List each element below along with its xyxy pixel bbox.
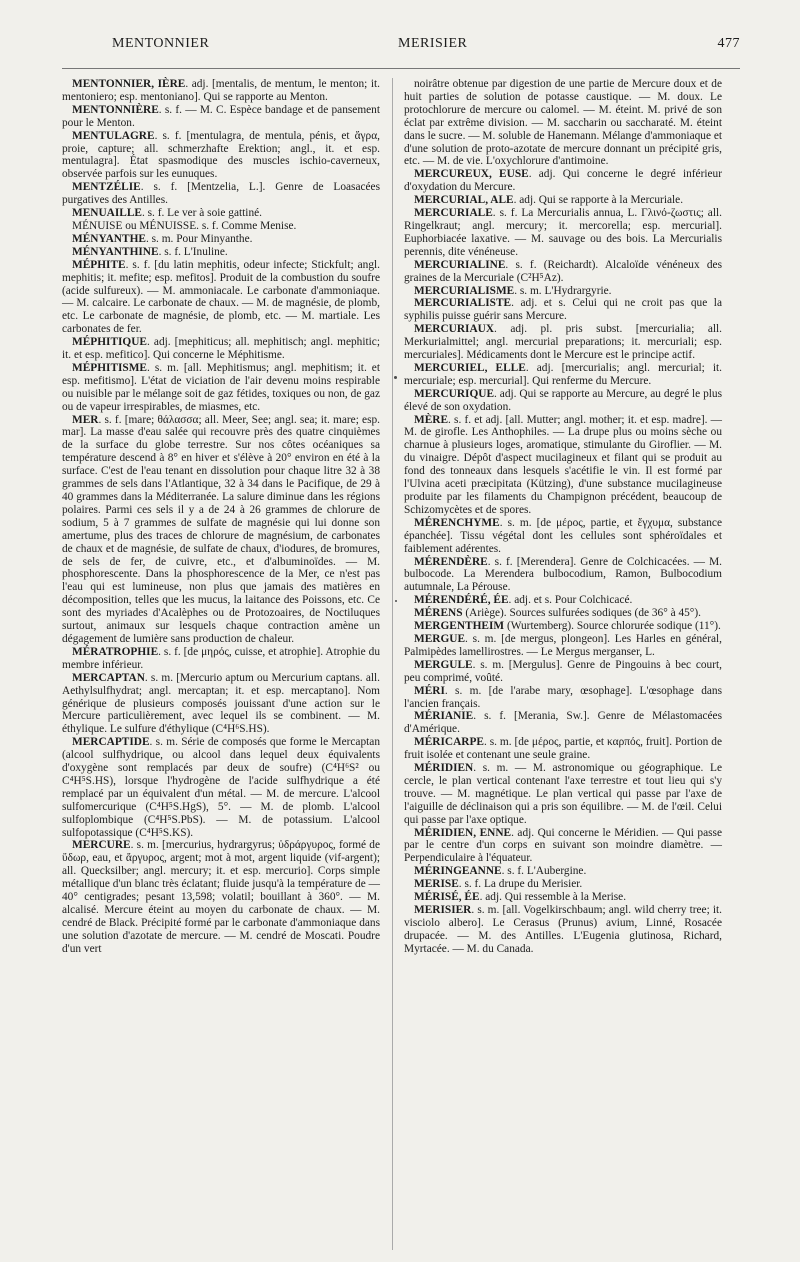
entry-headword: MER [72,413,99,426]
entry-headword: MÉPHITIQUE [72,336,148,349]
entry-headword: MERCAPTIDE [72,736,150,749]
dictionary-entry: MÉNYANTHE. s. m. Pour Minyanthe. [72,232,253,245]
dictionary-entry: MERGUE. s. m. [de mergus, plongeon]. Les Harles en général, Palmipèdes lamellirostres. — Le Mergus merganser, L. [404,632,722,658]
entry-headword: MÉRENDÈRE [414,555,488,568]
dictionary-entry: MÉRENDÈRE. s. f. [Merendera]. Genre de Colchicacées. — M. bulbocode. La Merendera bulbocodium, Ramon, Bulbocodium autumnale, La Pérouse. [404,555,722,594]
dictionary-entry: MERCURE. s. m. [mercurius, hydrargyrus; ὑδράργυρος, formé de ὕδωρ, eau, et ἄργυρος, argent; mot à mot, argent liquide (vif-argent); all. Quecksilber; angl. mercury; it. et esp. mercurio]. Corps simple métallique d'un blanc très éclatant; fluide jusqu'à la température de — 40° centigrades; pesant 13,598; volatil; bouillant à 360°. — M. alcalisé. Mercure éteint au moyen du carbonate de chaux. — M. cendré de Black. Précipité formé par le carbonate d'ammoniaque dans une solution d'azotate de mercure. — M. cendré de Moscati. Poudre d'un vert [62,839,380,955]
entry-headword: MERCURIAUX [414,323,495,336]
entry-headword: MÉRIDIEN, ENNE [414,826,512,839]
dictionary-entry: noirâtre obtenue par digestion de une partie de Mercure doux et de huit parties de solution de potasse caustique. — M. doux. Le protochlorure de mercure ou calomel. — M. éteint. M. privé de son éclat par extrême division. — M. saccharin ou saccharaté. M. éteint dans le sucre. — M. soluble de Hanemann. Mélange d'ammoniaque et d'une solution de proto-azotate de mercure donnant un précipité gris, etc. — M. de vie. L'oxychlorure d'antimoine. [404,78,723,168]
dictionary-entry: MERCURIQUE. adj. Qui se rapporte au Mercure, au degré le plus élevé de son oxydation. [404,387,722,413]
dictionary-entry: MÉPHITIQUE. adj. [mephiticus; all. mephitisch; angl. mephitic; it. et esp. mefitico]. Qui concerne le Méphitisme. [62,336,380,362]
entry-headword: MÉRINGEANNE [414,865,502,878]
entry-headword: MERCAPTAN [72,671,145,684]
entry-headword: MÈRE [414,413,449,426]
entry-headword: MÉRICARPE [414,736,484,749]
entry-headword: MERGULE [414,658,473,671]
dictionary-entry: MERGENTHEIM (Wurtemberg). Source chlorurée sodique (11°). [414,620,721,633]
dictionary-entry: MÉRIDIEN. s. m. — M. astronomique ou géographique. Le cercle, le plan vertical contenant l'axe terrestre et tout lieu qui s'y trouve. — M. magnétique. Le plan vertical qui passe par l'axe de l'aiguille de déclinaison qui a pris son équilibre. — M. de l'œil. Celui qui passe par l'axe optique. [404,762,722,826]
dictionary-entry: MÈRE. s. f. et adj. [all. Mutter; angl. mother; it. et esp. madre]. — M. de girofle. Les Anthophiles. — La drupe plus ou moins sèche ou charnue à plusieurs loges, aromatique, stimulante du Giroflier. — M. du vinaigre. Dépôt d'aspect mucilagineux et filant qui se produit au fond des tonneaux dans lesquels s'acétifie le vin. Il est formé par l'Ulvina aceti præcipitata (Kützing), d'une substance mucilagineuse produite par les filaments du Champignon précédent, beaucoup de Schizomycètes et de spores. [404,413,722,516]
entry-headword: MÉPHITISME [72,361,148,374]
entry-headword: MÉRIANIE [414,710,474,723]
dictionary-entry: MÉNYANTHINE. s. f. L'Inuline. [72,245,228,258]
entry-headword: MERCURIAL, ALE [414,194,514,207]
header-right-headword: MERISIER [398,36,468,51]
margin-speck [395,600,397,602]
dictionary-entry: MER. s. f. [mare; θάλασσα; all. Meer, See; angl. sea; it. mare; esp. mar]. La masse d'eau salée qui recouvre près des quatre cinquièmes de la surface du globe terrestre. Sur nos côtes océaniques sa température descend à 8° en hiver et s'élève à 20° environ en été à la surface. C'est de l'eau tenant en dissolution pour chaque litre 32 à 38 grammes de sels dans l'Atlantique, 32 à 34 dans le Pacifique, de 29 à 40 grammes dans la Méditerranée. La salure diminue dans les régions polaires. Parmi ces sels il y a de 24 à 26 grammes de chlorure de sodium, 5 à 7 grammes de sulfate de magnésie qui lui donne son amertume, plus des traces de chlorure de magnésium, de carbonates de chaux et de magnésie, de sulfate de chaux, d'iodures, de bromures, de sels de fer, de cuivre, etc., et d'albuminoïdes. — M. phosphorescente. Dans la phosphorescence de la Mer, ce n'est pas l'eau qui est lumineuse, non plus que jamais des matières en décomposition, telles que les mucus, la laitance des Poissons, etc. Ce sont des myriades d'Acalèphes ou de Protozoaires, de Noctiluques surtout, animaux sur lesquels chaque contraction amène un dégagement de lumière sans production de chaleur. [62,413,380,645]
dictionary-entry: MERCURIALISTE. adj. et s. Celui qui ne croit pas que la syphilis puisse guérir sans Mercure. [404,297,722,323]
entry-headword: MÉNYANTHE [72,232,146,245]
entry-headword: MÉRATROPHIE [72,645,159,658]
entry-headword: MÉNYANTHINE [72,245,159,258]
entry-headword: MÉRENDÉRÉ, ÉE [414,594,509,607]
dictionary-entry: MERCAPTAN. s. m. [Mercurio aptum ou Mercurium captans. all. Aethylsulfhydrat; angl. mercaptan; it. et esp. mercaptano]. Nom générique de plusieurs composés jouissant d'une action sur le Mercure particulièrement, avec lequel ils se combinent. — M. éthylique. Le sulfure d'éthylique (C⁴H⁶S.HS). [62,671,380,736]
margin-speck [394,376,397,379]
dictionary-entry: MERCURIALE. s. f. La Mercurialis annua, L. Γλινό-ζωστις; all. Ringelkraut; angl. mercury; it. mercorella; esp. mercurial]. Euphorbiacée laxative. — M. sauvage ou des bois. La Mercurialis perennis, dite vénéneuse. [404,207,722,258]
entry-headword: MERCUREUX, EUSE [414,168,529,181]
dictionary-entry: MÉRENS (Ariège). Sources sulfurées sodiques (de 36° à 45°). [414,607,701,620]
dictionary-entry: MERCURIALINE. s. f. (Reichardt). Alcaloïde vénéneux des graines de la Mercuriale (C²H⁵Az). [404,258,722,284]
dictionary-entry: MÉRINGEANNE. s. f. L'Aubergine. [414,865,587,878]
entry-headword: MERCURIALE [414,207,493,220]
running-header [60,36,740,58]
dictionary-entry: MÉPHITE. s. f. [du latin mephitis, odeur infecte; Stickfult; angl. mephitis; it. mefite; esp. mefitos]. Produit de la combustion du soufre (acide sulfureux). — M. ammoniacale. Le carbonate d'ammoniaque. — M. calcaire. Le carbonate de chaux. — M. de magnésie, de plomb, etc. Le carbonate de magnésie, de plomb, etc. — M. martiale. Les carbonates de fer. [62,258,380,336]
entry-headword: MERCURIALISTE [414,297,512,310]
dictionary-entry: MERISE. s. f. La drupe du Merisier. [414,878,583,891]
dictionary-entry: MÉRENCHYME. s. m. [de μέρος, partie, et ἔγχυμα, substance épanchée]. Tissu végétal dont les cellules sont sphéroïdales et faiblement adérentes. [404,516,722,555]
column-divider [392,78,393,1250]
entry-headword: MERGUE [414,632,466,645]
dictionary-entry: MERCUREUX, EUSE. adj. Qui concerne le degré inférieur d'oxydation du Mercure. [404,168,722,194]
dictionary-entry: MERCURIAL, ALE. adj. Qui se rapporte à la Mercuriale. [414,194,684,207]
dictionary-entry: MÉRIANIE. s. f. [Merania, Sw.]. Genre de Mélastomacées d'Amérique. [404,710,722,736]
entry-headword: MENTONNIER, IÈRE [72,78,186,90]
dictionary-entry: MÉRISÉ, ÉE. adj. Qui ressemble à la Merise. [414,891,627,904]
dictionary-entry: MENTONNIÈRE. s. f. — M. C. Espèce bandage et de pansement pour le Menton. [62,103,380,129]
dictionary-entry: MÉRIDIEN, ENNE. adj. Qui concerne le Méridien. — Qui passe par le centre d'un corps en suivant son moindre diamètre. — Perpendiculaire à l'équateur. [404,826,723,865]
dictionary-entry: MERISIER. s. m. [all. Vogelkirschbaum; angl. wild cherry tree; it. visciolo albero]. Le Cerasus (Prunus) avium, Linné, Rosacée drupacée. — M. des Antilles. L'Eugenia glutinosa, Richard, Myrtacée. — M. du Canada. [404,904,722,955]
dictionary-entry: MERCURIEL, ELLE. adj. [mercurialis; angl. mercurial; it. mercuriale; esp. mercurial]. Qui renferme du Mercure. [404,361,722,387]
entry-headword: MENTZÉLIE [72,181,141,194]
dictionary-entry: MERCAPTIDE. s. m. Série de composés que forme le Mercaptan (alcool sulfhydrique, ou alcool dans lequel deux équivalents d'oxygène sont remplacés par deux de soufre) (C⁴H⁶S² ou C⁴H⁵S.HS), lorsque l'hydrogène de l'acide sulfhydrique a été remplacé par un équivalent d'un métal. — M. de mercure. L'alcool sulfomercurique (C⁴H⁵S.HgS), 5°. — M. de plomb. L'alcool sulfoplombique (C⁴H⁵S.PbS). — M. de potassium. L'alcool sulfopotassique (C⁴H⁵S.KS). [62,736,380,839]
entry-headword: MERGENTHEIM [414,620,505,633]
dictionary-entry: MÉRI. s. m. [de l'arabe mary, œsophage]. L'œsophage dans l'ancien français. [404,684,722,710]
entry-headword: MENTULAGRE [72,129,155,142]
entry-headword: MERISE [414,878,459,891]
entry-headword: MÉRI [414,684,445,697]
entry-headword: MÉRENS [414,607,463,620]
entry-headword: MÉRIDIEN [414,762,474,775]
dictionary-entry: MENTULAGRE. s. f. [mentulagra, de mentula, pénis, et ἄγρα, proie, capture; all. schmerzhafte Erektion; angl., it. et esp. mentulagra]. État spasmodique des muscles ischio-caverneux, observée parfois sur les eunuques. [62,129,380,181]
entry-headword: MÉRENCHYME [414,516,500,529]
dictionary-entry: MENTONNIER, IÈRE. adj. [mentalis, de mentum, le menton; it. mentoniero; esp. mentoniano]. Qui se rapporte au Menton. [62,78,381,103]
dictionary-entry: MÉRICARPE. s. m. [de μέρος, partie, et καρπός, fruit]. Portion de fruit isolée et contenant une seule graine. [404,736,722,762]
entry-headword: MERCURIQUE [414,387,495,400]
dictionary-entry: MÉPHITISME. s. m. [all. Mephitismus; angl. mephitism; it. et esp. mefitismo]. L'état de viciation de l'air devenu moins respirable ou nuisible par le mélange soit de gaz fétides, toxiques ou non, de gaz ou de vapeur irrespirables, de miasmes, etc. [62,361,380,413]
right-column [404,78,722,956]
entry-headword: MERCURIEL, ELLE [414,361,526,374]
entry-headword: MERCURIALISME [414,284,515,297]
entry-headword: MERISIER [414,904,472,916]
dictionary-entry: MENUAILLE. s. f. Le ver à soie gattiné. [72,207,262,220]
header-left-headword: MENTONNIER [112,36,210,51]
dictionary-entry: MERGULE. s. m. [Mergulus]. Genre de Pingouins à bec court, peu comprimé, voûté. [404,658,722,684]
dictionary-entry: MÉNUISE ou MÉNUISSE. s. f. Comme Menise. [72,219,297,232]
entry-headword: MERCURE [72,839,131,852]
dictionary-entry: MÉRATROPHIE. s. f. [de μηρός, cuisse, et atrophie]. Atrophie du membre inférieur. [62,645,380,671]
entry-headword: MÉPHITE [72,258,126,271]
left-column [62,78,380,956]
dictionary-entry: MÉRENDÉRÉ, ÉE. adj. et s. Pour Colchicacé. [414,594,633,607]
page-number: 477 [717,36,740,51]
dictionary-entry: MERCURIALISME. s. m. L'Hydrargyrie. [414,284,612,297]
dictionary-entry: MERCURIAUX. adj. pl. pris subst. [mercurialia; all. Merkurialmittel; angl. mercurial preparations; it. mercuriali; esp. mercuriales]. Médicaments dont le Mercure est le principe actif. [404,323,722,362]
dictionary-entry: MENTZÉLIE. s. f. [Mentzelia, L.]. Genre de Loasacées purgatives des Antilles. [62,181,380,207]
entry-headword: MERCURIALINE [414,258,506,271]
entry-headword: MENTONNIÈRE [72,103,159,116]
header-rule [62,68,740,69]
entry-headword: MENUAILLE [72,207,142,220]
entry-headword: MÉRISÉ, ÉE [414,891,480,904]
